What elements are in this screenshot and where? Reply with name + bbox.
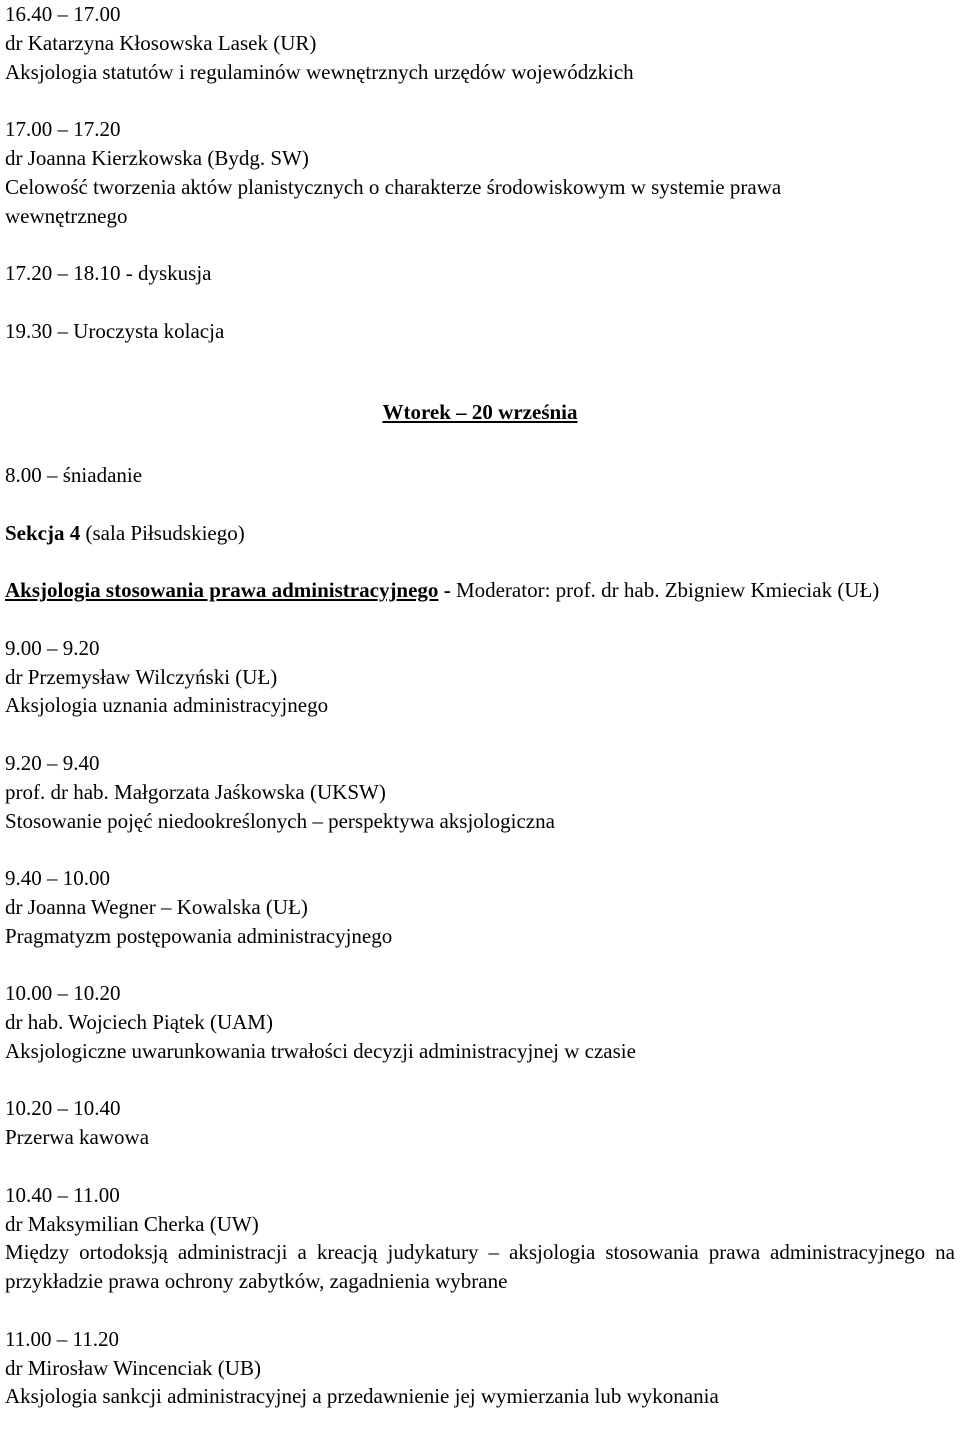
dinner-item: 19.30 – Uroczysta kolacja [5,318,225,343]
talk-speaker: dr Katarzyna Kłosowska Lasek (UR) [5,30,317,55]
section-topic-paragraph [5,576,955,605]
section-heading [5,519,955,548]
day-heading-row [5,398,955,427]
talk-title: Aksjologia uznania administracyjnego [5,693,329,718]
section-room: (sala Piłsudskiego) [80,520,245,545]
talk-speaker: dr Maksymilian Cherka (UW) [5,1211,259,1236]
section-topic: Aksjologia stosowania prawa administracyjnego [5,578,439,603]
day-heading: Wtorek – 20 września [382,400,578,425]
talk-title-continued: wewnętrznego [5,203,128,228]
section-moderator: Moderator: prof. dr hab. Zbigniew Kmieciak (UŁ) [450,578,880,603]
talk-time: 10.40 – 11.00 [5,1182,120,1207]
break-label: Przerwa kawowa [5,1125,150,1150]
talk-speaker: dr Przemysław Wilczyński (UŁ) [5,664,278,689]
talk-time: 17.00 – 17.20 [5,117,121,142]
talk-speaker: dr hab. Wojciech Piątek (UAM) [5,1010,273,1035]
talk-time: 9.40 – 10.00 [5,866,110,891]
talk-speaker: dr Mirosław Wincenciak (UB) [5,1355,261,1380]
break-time: 10.20 – 10.40 [5,1096,121,1121]
talk-speaker: dr Joanna Wegner – Kowalska (UŁ) [5,894,308,919]
program-document [5,0,955,1411]
talk-title: Stosowanie pojęć niedookreślonych – perspektywa aksjologiczna [5,808,555,833]
talk-time: 11.00 – 11.20 [5,1326,119,1351]
discussion-item: 17.20 – 18.10 - dyskusja [5,261,212,286]
talk-time: 9.00 – 9.20 [5,635,100,660]
talk-time: 16.40 – 17.00 [5,2,121,26]
talk-time: 9.20 – 9.40 [5,750,100,775]
talk-title: Aksjologia sankcji administracyjnej a przedawnienie jej wymierzania lub wykonania [5,1384,719,1409]
talk-speaker: prof. dr hab. Małgorzata Jaśkowska (UKSW) [5,779,386,804]
talk-title: Pragmatyzm postępowania administracyjnego [5,923,393,948]
section-name: Sekcja 4 [5,520,81,545]
talk-title: Celowość tworzenia aktów planistycznych o charakterze środowiskowym w systemie prawa [5,174,782,199]
talk-title: Aksjologia statutów i regulaminów wewnętrznych urzędów wojewódzkich [5,59,634,84]
section-dash: - [438,578,451,603]
talk-time: 10.00 – 10.20 [5,981,121,1006]
breakfast-item: 8.00 – śniadanie [5,462,143,487]
talk-title: Między ortodoksją administracji a kreacją judykatury – aksjologia stosowania prawa administracyjnego na przykładzie prawa ochrony zabytków, zagadnienia wybrane [5,1240,955,1294]
talk-speaker: dr Joanna Kierzkowska (Bydg. SW) [5,145,309,170]
talk-title: Aksjologiczne uwarunkowania trwałości decyzji administracyjnej w czasie [5,1038,636,1063]
